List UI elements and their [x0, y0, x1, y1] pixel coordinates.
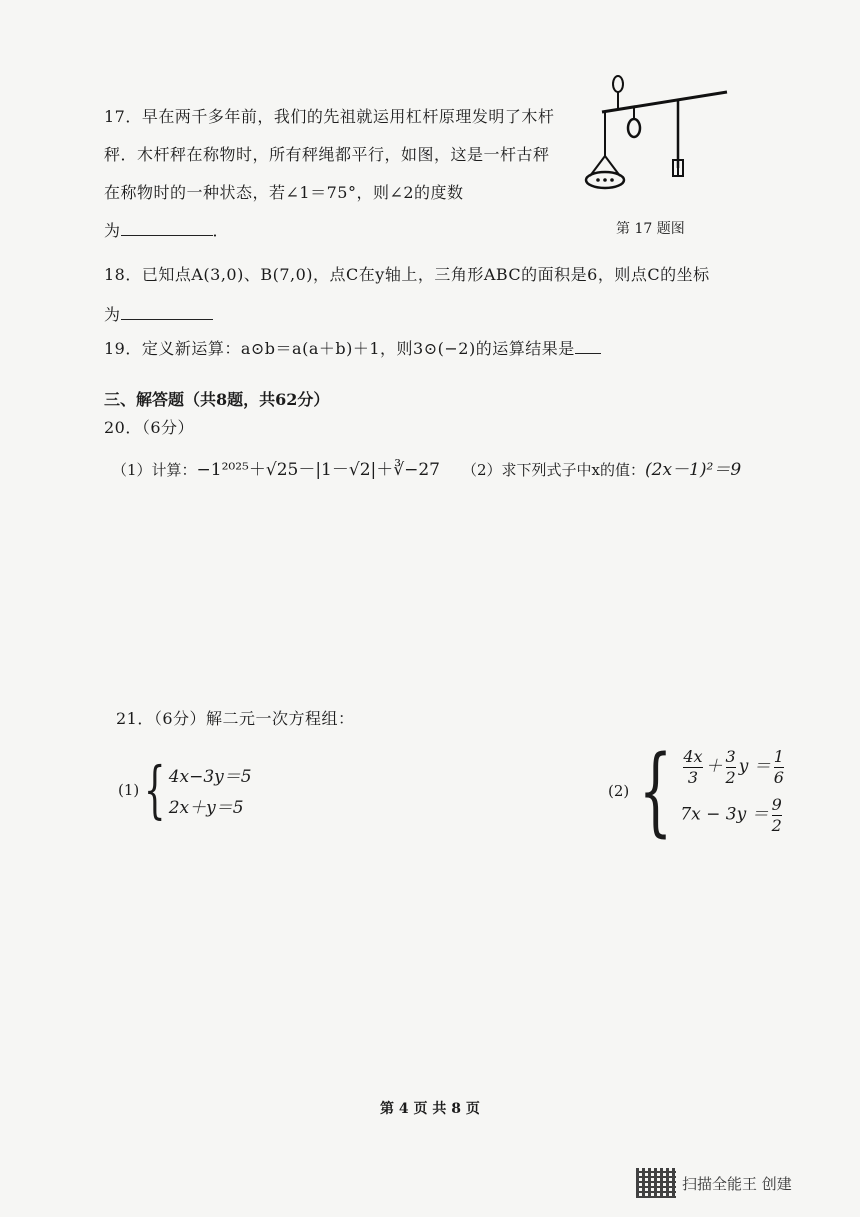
q21-part-1-eq-1: 4x−3y＝5: [168, 767, 252, 787]
q21-system-2-equations: [680, 748, 787, 834]
q21-system-1: [118, 753, 252, 827]
numerator: 1: [773, 747, 784, 766]
q18-answer-blank[interactable]: [121, 318, 213, 320]
fraction: [683, 748, 702, 786]
q20-header: 20．（6分）: [104, 418, 195, 437]
numerator: 9: [771, 795, 782, 815]
q20-part-2-label: （2）求下列式子中x的值：: [462, 461, 646, 479]
q18-answer-prefix: 为: [104, 305, 121, 324]
steelyard-figure: [572, 72, 732, 202]
variable-term: y ＝: [738, 756, 771, 777]
q19-text: 19．定义新运算：a⊙b＝a(a＋b)＋1，则3⊙(−2)的运算结果是: [104, 339, 575, 358]
q21-header: 21．（6分）解二元一次方程组：: [116, 709, 355, 728]
denominator: 3: [687, 767, 699, 787]
q21-part-2-eq-1: [680, 748, 787, 786]
q17-line-2: 秤．木杆秤在称物时，所有秤绳都平行，如图，这是一杆古秤: [104, 145, 550, 164]
q20-part-2-expression: (2x－1)²＝9: [645, 460, 742, 480]
q19-line: [104, 336, 601, 359]
q20-part-1-expression: −1²⁰²⁵＋√25－|1－√2|＋∛−27: [196, 460, 440, 480]
q20-part-1-label: （1）计算：: [112, 461, 197, 479]
q18-line-1: 18．已知点A(3,0)、B(7,0)，点C在y轴上，三角形ABC的面积是6，则点C的坐标: [104, 265, 710, 284]
q17-line-1: 17．早在两千多年前，我们的先祖就运用杠杆原理发明了木杆: [104, 107, 555, 126]
q21-part-1-eq-2: 2x＋y＝5: [168, 798, 244, 818]
q17-figure-caption: 第 17 题图: [616, 221, 685, 237]
denominator: 2: [725, 767, 736, 787]
q21-part-2-eq-2: [680, 796, 787, 834]
numerator: 4x: [683, 747, 703, 766]
fraction: [726, 748, 736, 786]
numerator: 3: [725, 747, 736, 766]
q21-part-1-label: (1): [118, 781, 140, 799]
denominator: 2: [771, 815, 782, 835]
plus-sign: ＋: [705, 756, 723, 777]
q21-system-2: [608, 734, 787, 847]
q17-answer-prefix: 为: [104, 221, 121, 240]
left-brace-icon: {: [638, 734, 673, 847]
q17-line-4: [104, 218, 229, 241]
qr-code-icon: [636, 1168, 676, 1198]
scanner-watermark: [636, 1168, 792, 1198]
q18-line-2: [104, 302, 213, 325]
q19-answer-blank[interactable]: [575, 352, 601, 354]
q21-system-1-equations: [169, 762, 252, 818]
q17-answer-blank[interactable]: [121, 234, 213, 236]
fraction: [772, 796, 782, 834]
q17-answer-suffix: ．: [212, 221, 230, 240]
q17-line-3: 在称物时的一种状态，若∠1＝75°，则∠2的度数: [104, 183, 464, 202]
watermark-text: 扫描全能王 创建: [682, 1174, 792, 1193]
left-brace-icon: {: [144, 753, 166, 827]
q20-part-1: [112, 455, 440, 480]
section-3-title: 三、解答题（共8题，共62分）: [104, 390, 330, 409]
q21-part-2-label: (2): [608, 782, 630, 801]
equation-lhs: 7x − 3y ＝: [680, 804, 769, 825]
q20-part-2: [462, 455, 741, 480]
denominator: 6: [773, 767, 784, 787]
fraction: [774, 748, 784, 786]
page-number: 第 4 页 共 8 页: [380, 1101, 480, 1117]
